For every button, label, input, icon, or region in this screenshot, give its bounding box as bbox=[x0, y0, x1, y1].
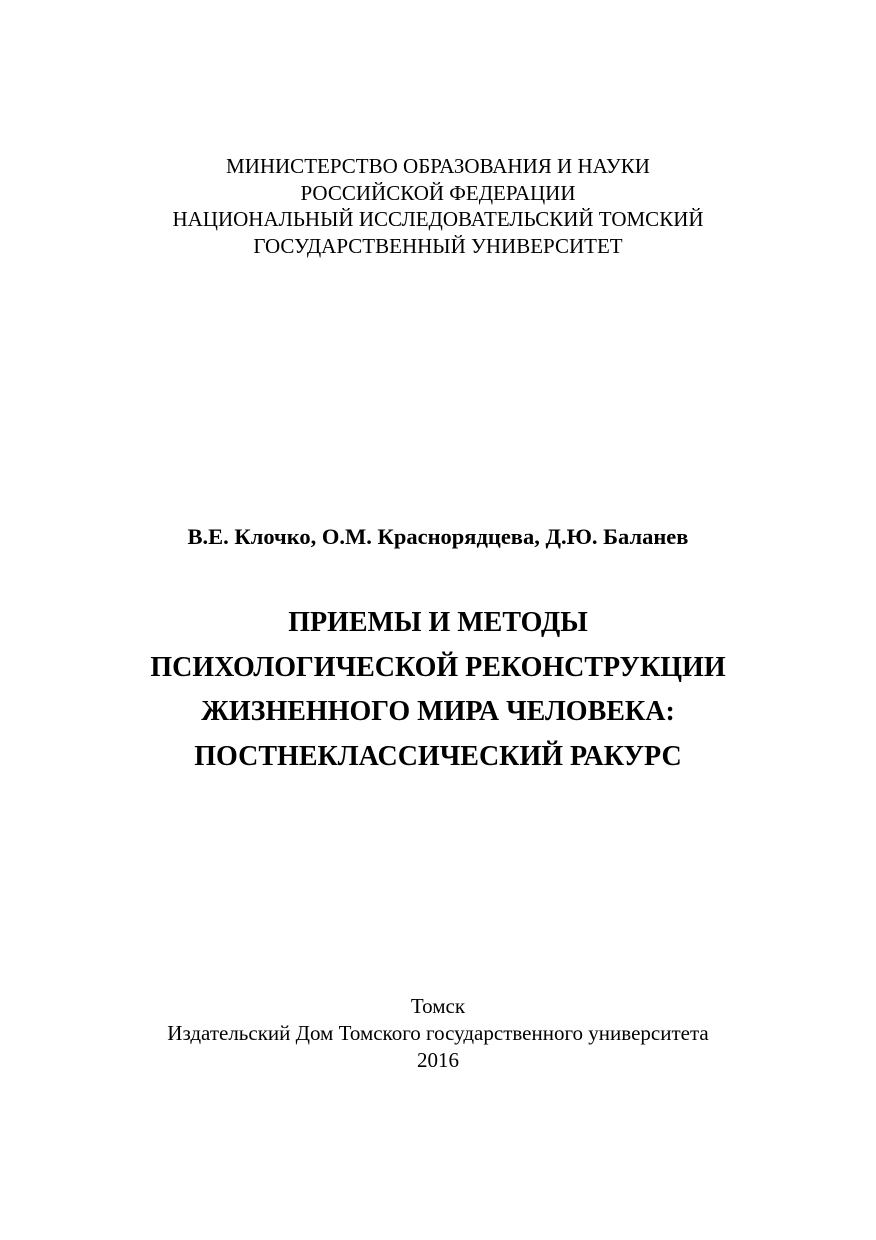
book-title-line: ПРИЕМЫ И МЕТОДЫ bbox=[288, 607, 588, 638]
ministry-header-line: РОССИЙСКОЙ ФЕДЕРАЦИИ bbox=[300, 180, 576, 205]
book-title-line: ЖИЗНЕННОГО МИРА ЧЕЛОВЕКА: bbox=[201, 696, 675, 728]
imprint bbox=[0, 993, 876, 1074]
book-title bbox=[0, 601, 876, 780]
ministry-header bbox=[0, 153, 876, 259]
authors: В.Е. Клочко, О.М. Краснорядцева, Д.Ю. Баланев bbox=[187, 524, 689, 549]
imprint-year: 2016 bbox=[417, 1048, 459, 1072]
imprint-city: Томск bbox=[410, 994, 466, 1018]
book-title-line: ПОСТНЕКЛАССИЧЕСКИЙ РАКУРС bbox=[194, 741, 682, 773]
ministry-header-line: НАЦИОНАЛЬНЫЙ ИССЛЕДОВАТЕЛЬСКИЙ ТОМСКИЙ bbox=[172, 207, 704, 231]
imprint-publisher: Издательский Дом Томского государственного университета bbox=[167, 1021, 709, 1045]
ministry-header-line: ГОСУДАРСТВЕННЫЙ УНИВЕРСИТЕТ bbox=[253, 233, 623, 258]
ministry-header-line: МИНИСТЕРСТВО ОБРАЗОВАНИЯ И НАУКИ bbox=[226, 154, 650, 178]
book-title-line: ПСИХОЛОГИЧЕСКОЙ РЕКОНСТРУКЦИИ bbox=[150, 651, 726, 683]
